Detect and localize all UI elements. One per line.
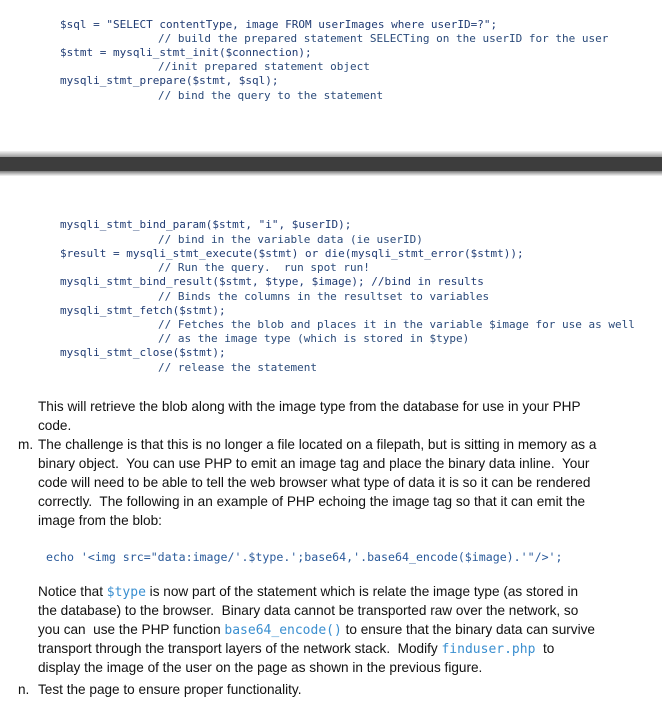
notice-text: transport through the transport layers of the network stack. Modify (38, 641, 442, 656)
code-line: mysqli_stmt_fetch($stmt); (60, 304, 226, 317)
notice-text: is now part of the statement which is relate the image type (as stored in (145, 584, 579, 599)
intro-paragraph-line: This will retrieve the blob along with the image type from the database for use in your PHP (38, 399, 581, 414)
code-line: mysqli_stmt_prepare($stmt, $sql); (60, 74, 279, 87)
notice-line: the database) to the browser. Binary data cannot be transported raw over the network, so (38, 603, 579, 618)
code-comment: // Fetches the blob and places it in the variable $image for use as well (158, 318, 635, 331)
code-line: mysqli_stmt_close($stmt); (60, 346, 226, 359)
intro-paragraph-line: code. (38, 418, 72, 433)
notice-line (38, 582, 578, 602)
code-comment: // release the statement (158, 361, 317, 374)
notice-text: you can use the PHP function (38, 622, 225, 637)
inline-code-finduser: finduser.php (441, 642, 536, 657)
code-line: $sql = "SELECT contentType, image FROM userImages where userID=?"; (60, 18, 498, 31)
item-n-text: Test the page to ensure proper functionality. (38, 682, 302, 697)
code-line: $result = mysqli_stmt_execute($stmt) or die(mysqli_stmt_error($stmt)); (60, 247, 524, 260)
list-marker-n: n. (18, 682, 30, 697)
list-marker-m: m. (18, 437, 34, 452)
code-comment: // bind the query to the statement (158, 89, 384, 102)
code-line: $stmt = mysqli_stmt_init($connection); (60, 46, 312, 59)
item-m-line: correctly. The following in an example of PHP echoing the image tag so that it can emit the (38, 494, 586, 509)
notice-text: Notice that (38, 584, 107, 599)
item-m-line: code will need to be able to tell the web browser what type of data it is so it can be rendered (38, 475, 591, 490)
notice-text: to ensure that the binary data can survive (341, 622, 595, 637)
notice-line (38, 639, 554, 659)
code-comment: //init prepared statement object (158, 60, 370, 73)
echo-code-line: echo '<img src="data:image/'.$type.';base64,'.base64_encode($image).'"/>'; (46, 550, 563, 564)
code-comment: // build the prepared statement SELECTing on the userID for the user (158, 32, 609, 45)
code-line: mysqli_stmt_bind_result($stmt, $type, $image); //bind in results (60, 275, 484, 288)
item-m-line: binary object. You can use PHP to emit an image tag and place the binary data inline. Your (38, 456, 590, 471)
code-comment: // Binds the columns in the resultset to variables (158, 290, 490, 303)
page-break-edge-bottom (0, 171, 662, 176)
inline-code-type: $type (106, 585, 146, 600)
item-m-line: image from the blob: (38, 513, 162, 528)
inline-code-base64: base64_encode() (224, 623, 342, 638)
page-break (0, 157, 662, 171)
notice-text: to (535, 641, 555, 656)
notice-line: display the image of the user on the page as shown in the previous figure. (38, 660, 483, 675)
code-comment: // Run the query. run spot run! (158, 261, 370, 274)
code-comment: // bind in the variable data (ie userID) (158, 233, 423, 246)
notice-line (38, 620, 595, 640)
item-m-line: The challenge is that this is no longer a file located on a filepath, but is sitting in memory as a (38, 437, 597, 452)
code-line: mysqli_stmt_bind_param($stmt, "i", $userID); (60, 218, 352, 231)
code-comment: // as the image type (which is stored in $type) (158, 332, 470, 345)
